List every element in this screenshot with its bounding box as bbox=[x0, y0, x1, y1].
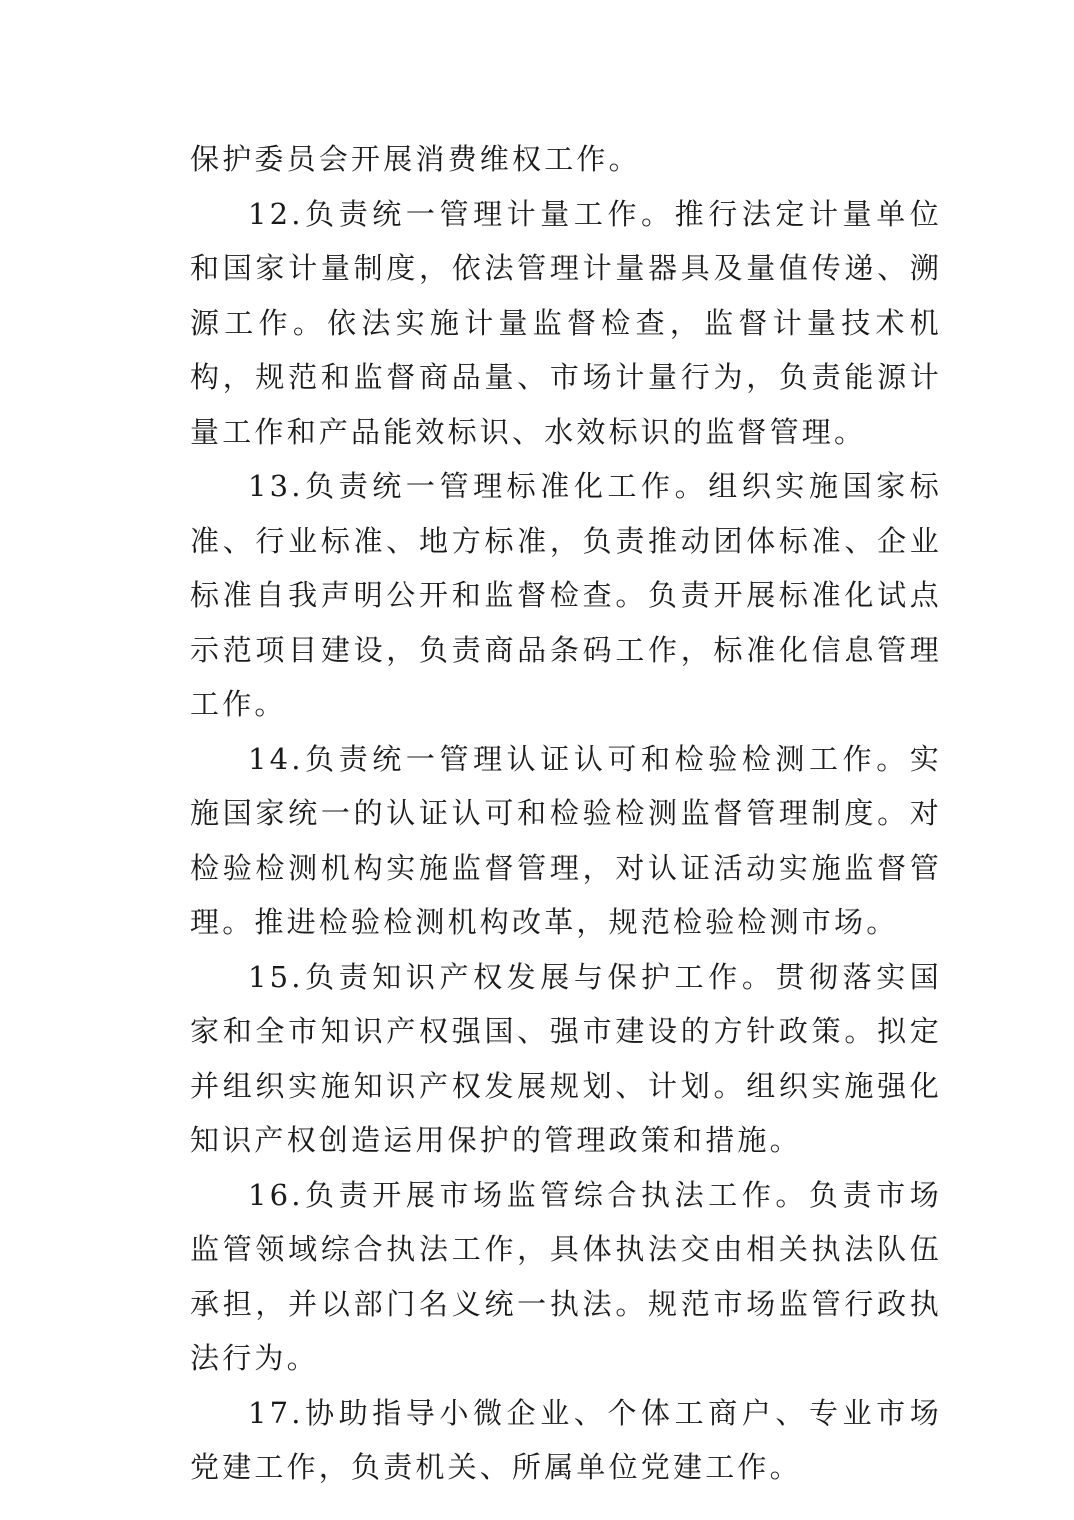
paragraph-item-14: 14.负责统一管理认证认可和检验检测工作。实施国家统一的认证认可和检验检测监督管理制度。对检验检测机构实施监督管理，对认证活动实施监督管理。推进检验检测机构改革，规范检验检测市场。 bbox=[190, 741, 942, 939]
paragraph-item-15: 15.负责知识产权发展与保护工作。贯彻落实国家和全市知识产权强国、强市建设的方针政策。拟定并组织实施知识产权发展规划、计划。组织实施强化知识产权创造运用保护的管理政策和措施。 bbox=[190, 959, 942, 1157]
paragraph-item-17: 17.协助指导小微企业、个体工商户、专业市场党建工作，负责机关、所属单位党建工作。 bbox=[190, 1395, 942, 1484]
paragraph-item-16: 16.负责开展市场监管综合执法工作。负责市场监管领域综合执法工作，具体执法交由相关执法队伍承担，并以部门名义统一执法。规范市场监管行政执法行为。 bbox=[190, 1177, 942, 1375]
paragraph-continuation: 保护委员会开展消费维权工作。 bbox=[190, 142, 641, 176]
paragraph-item-12: 12.负责统一管理计量工作。推行法定计量单位和国家计量制度，依法管理计量器具及量值传递、溯源工作。依法实施计量监督检查，监督计量技术机构，规范和监督商品量、市场计量行为，负责能源计量工作和产品能效标识、水效标识的监督管理。 bbox=[190, 196, 942, 449]
paragraph-item-13: 13.负责统一管理标准化工作。组织实施国家标准、行业标准、地方标准，负责推动团体标准、企业标准自我声明公开和监督检查。负责开展标准化试点示范项目建设，负责商品条码工作，标准化信息管理工作。 bbox=[190, 469, 942, 721]
document-body bbox=[190, 132, 942, 1495]
